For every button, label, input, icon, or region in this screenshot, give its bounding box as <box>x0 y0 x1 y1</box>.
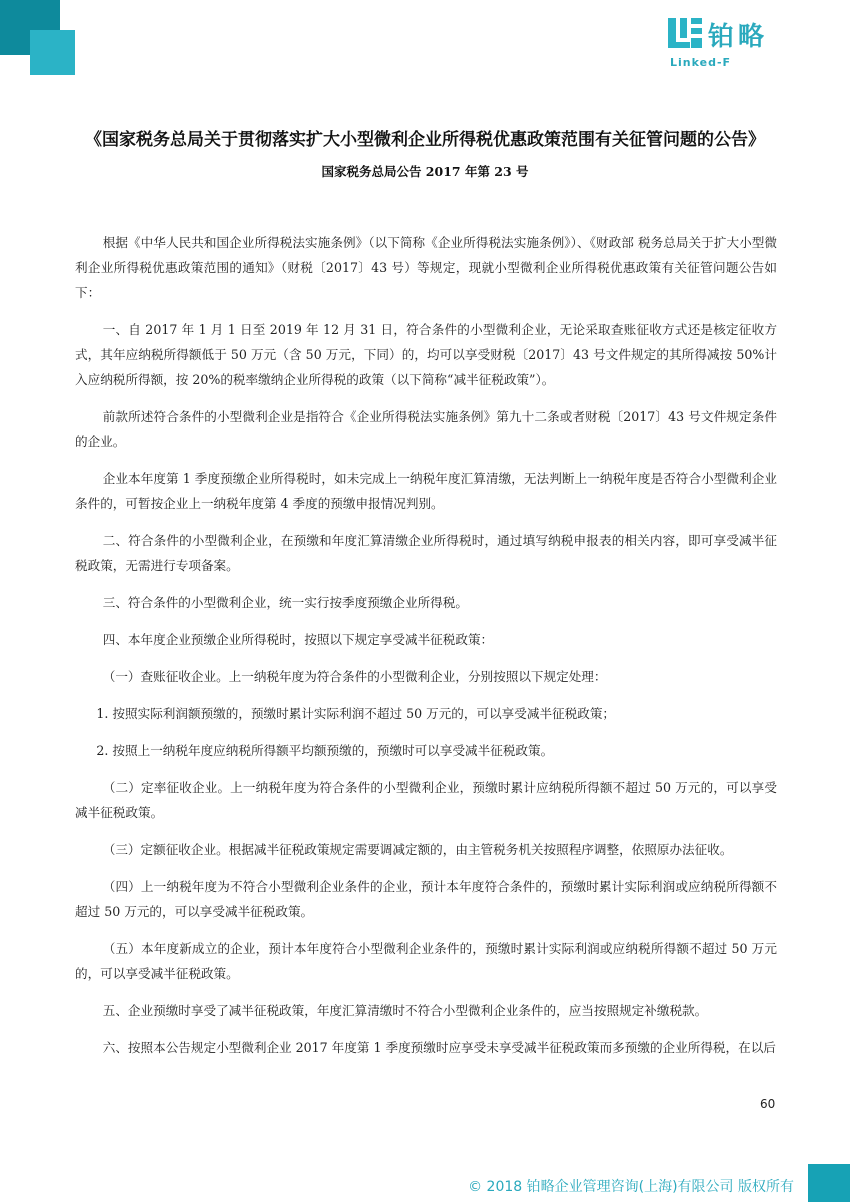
corner-decoration-light <box>30 30 75 75</box>
footer-copyright: © 2018 铂略企业管理咨询(上海)有限公司 版权所有 <box>468 1179 794 1195</box>
paragraph: 三、符合条件的小型微利企业，统一实行按季度预缴企业所得税。 <box>102 595 468 610</box>
paragraph: 1. 按照实际利润额预缴的，预缴时累计实际利润不超过 50 万元的，可以享受减半征税政策； <box>96 706 616 721</box>
paragraph: （一）查账征收企业。上一纳税年度为符合条件的小型微利企业，分别按照以下规定处理： <box>102 669 607 684</box>
paragraph: 一、自 2017 年 1 月 1 日至 2019 年 12 月 31 日，符合条件的小型微利企业，无论采取查账征收方式还是核定征收方式，其年应纳税所得额低于 50 万元（含 50 万元，下同）的，均可以享受财税〔2017〕43 号文件规定的其所得减按 50%计入应纳税所得额，按 20%的税率缴纳企业所得税的政策（以下简称“减半征税政策”）。 <box>75 322 777 387</box>
paragraph: 2. 按照上一纳税年度应纳税所得额平均额预缴的，预缴时可以享受减半征税政策。 <box>96 743 554 758</box>
paragraph: （三）定额征收企业。根据减半征税政策规定需要调减定额的，由主管税务机关按照程序调整，依照原办法征收。 <box>102 842 733 857</box>
page-number: 60 <box>760 1097 776 1111</box>
paragraph: （四）上一纳税年度为不符合小型微利企业条件的企业，预计本年度符合条件的，预缴时累计实际利润或应纳税所得额不超过 50 万元的，可以享受减半征税政策。 <box>75 879 777 919</box>
paragraph: 二、符合条件的小型微利企业，在预缴和年度汇算清缴企业所得税时，通过填写纳税申报表的相关内容，即可享受减半征税政策，无需进行专项备案。 <box>75 533 777 573</box>
logo-chinese-name: 铂略 <box>708 22 769 52</box>
paragraph: 五、企业预缴时享受了减半征税政策，年度汇算清缴时不符合小型微利企业条件的，应当按照规定补缴税款。 <box>102 1003 708 1018</box>
paragraph: 前款所述符合条件的小型微利企业是指符合《企业所得税法实施条例》第九十二条或者财税〔2017〕43 号文件规定条件的企业。 <box>75 409 777 449</box>
document-title: 《国家税务总局关于贯彻落实扩大小型微利企业所得税优惠政策范围有关征管问题的公告》 <box>85 130 765 150</box>
paragraph: 企业本年度第 1 季度预缴企业所得税时，如未完成上一纳税年度汇算清缴，无法判断上一纳税年度是否符合小型微利企业条件的，可暂按企业上一纳税年度第 4 季度的预缴申报情况判别。 <box>75 471 777 511</box>
document-body <box>75 230 777 1072</box>
paragraph: 四、本年度企业预缴企业所得税时，按照以下规定享受减半征税政策： <box>102 632 494 647</box>
logo-mark-icon <box>668 18 702 52</box>
company-logo <box>668 18 798 68</box>
logo-english-name: Linked-F <box>670 56 732 69</box>
paragraph: （二）定率征收企业。上一纳税年度为符合条件的小型微利企业，预缴时累计应纳税所得额不超过 50 万元的，可以享受减半征税政策。 <box>75 780 777 820</box>
corner-decoration-bottom <box>808 1164 850 1202</box>
document-subtitle: 国家税务总局公告 2017 年第 23 号 <box>321 164 529 179</box>
paragraph: 六、按照本公告规定小型微利企业 2017 年度第 1 季度预缴时应享受未享受减半征税政策而多预缴的企业所得税，在以后 <box>102 1040 776 1055</box>
paragraph: （五）本年度新成立的企业，预计本年度符合小型微利企业条件的，预缴时累计实际利润或应纳税所得额不超过 50 万元的，可以享受减半征税政策。 <box>75 941 777 981</box>
paragraph: 根据《中华人民共和国企业所得税法实施条例》（以下简称《企业所得税法实施条例》）、《财政部 税务总局关于扩大小型微利企业所得税优惠政策范围的通知》（财税〔2017〕43 号）等规定，现就小型微利企业所得税优惠政策有关征管问题公告如下： <box>75 235 777 300</box>
